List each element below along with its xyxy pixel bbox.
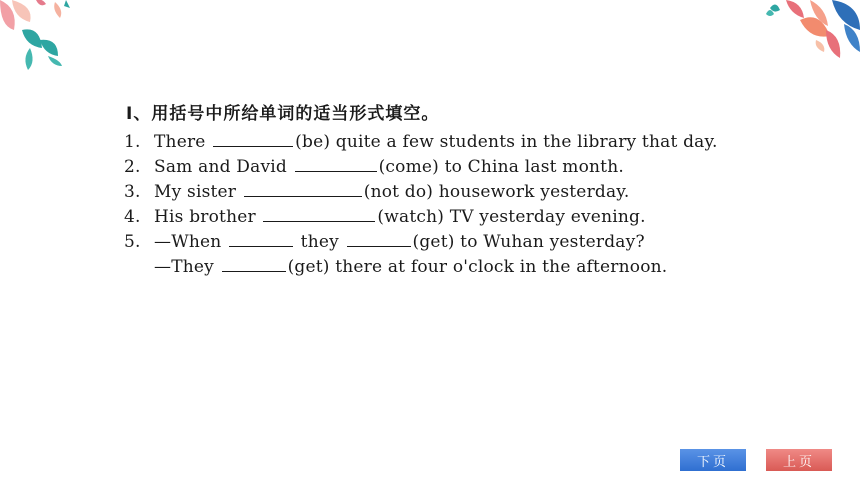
answer-blank[interactable]: [263, 205, 375, 222]
item-hint: (come): [378, 157, 439, 177]
answer-blank[interactable]: [244, 180, 362, 197]
leaf-flower-icon: [0, 0, 90, 70]
item-number: 2.: [124, 157, 141, 177]
item-text-before: His brother: [154, 207, 256, 227]
exercise-item-3: [124, 180, 824, 205]
item-text-before: There: [154, 132, 206, 152]
reply-hint: (get): [287, 257, 330, 277]
leaf-flower-icon: [730, 0, 860, 60]
exercise-item-2: [124, 155, 824, 180]
answer-blank[interactable]: [229, 230, 293, 247]
answer-blank[interactable]: [222, 255, 286, 272]
exercise-heading: Ⅰ、用括号中所给单词的适当形式填空。: [126, 104, 440, 124]
exercise-item-5-reply: [124, 255, 824, 280]
item-text-before: My sister: [154, 182, 237, 202]
item-text-after: TV yesterday evening.: [449, 207, 646, 227]
exercise-item-4: [124, 205, 824, 230]
exercise-item-5: [124, 230, 824, 255]
prev-page-button[interactable]: 上页: [766, 449, 832, 471]
answer-blank[interactable]: [213, 130, 293, 147]
item-number: 3.: [124, 182, 141, 202]
exercise-item-1: [124, 130, 824, 155]
answer-blank[interactable]: [347, 230, 411, 247]
item-hint: (watch): [377, 207, 445, 227]
item-number: 1.: [124, 132, 141, 152]
item-text-middle: they: [300, 232, 339, 252]
item-text-before: Sam and David: [154, 157, 287, 177]
item-text-before: —When: [154, 232, 222, 252]
item-text-after: housework yesterday.: [438, 182, 630, 202]
answer-blank[interactable]: [295, 155, 377, 172]
item-text-after: to China last month.: [444, 157, 624, 177]
item-hint: (be): [295, 132, 331, 152]
reply-text-after: there at four o'clock in the afternoon.: [335, 257, 668, 277]
item-hint: (get): [412, 232, 455, 252]
item-text-after: to Wuhan yesterday?: [460, 232, 645, 252]
reply-text-before: —They: [154, 257, 214, 277]
item-text-after: quite a few students in the library that day.: [335, 132, 718, 152]
item-number: 5.: [124, 232, 141, 252]
item-number: 4.: [124, 207, 141, 227]
exercise-section: [124, 102, 824, 280]
item-hint: (not do): [363, 182, 434, 202]
next-page-button[interactable]: 下页: [680, 449, 746, 471]
